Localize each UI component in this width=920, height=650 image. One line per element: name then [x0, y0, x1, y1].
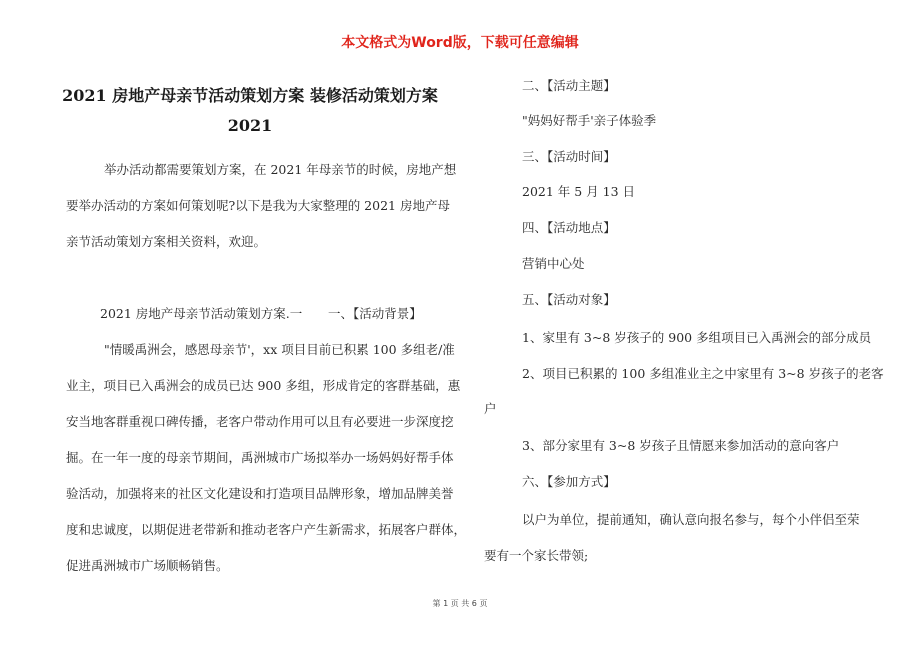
- background-line: 业主，项目已入禹洲会的成员已达 900 多组，形成肯定的客群基础，惠: [66, 378, 461, 393]
- background-line: 掘。在一年一度的母亲节期间，禹洲城市广场拟举办一场妈妈好帮手体: [66, 450, 454, 465]
- time-heading: 三、【活动时间】: [522, 149, 616, 164]
- place-heading: 四、【活动地点】: [522, 220, 616, 235]
- method-line: 以户为单位，提前通知，确认意向报名参与，每个小伴侣至荣: [522, 512, 860, 527]
- background-line: 促进禹洲城市广场顺畅销售。: [66, 558, 229, 573]
- theme-heading: 二、【活动主题】: [522, 78, 616, 93]
- target-heading: 五、【活动对象】: [522, 292, 616, 307]
- section-subtitle: 一、【活动背景】: [328, 306, 422, 321]
- background-line: 安当地客群重视口碑传播，老客户带动作用可以且有必要进一步深度挖: [66, 414, 454, 429]
- intro-line: 举办活动都需要策划方案，在 2021 年母亲节的时候，房地产想: [104, 162, 457, 177]
- method-line-cont: 要有一个家长带领;: [484, 548, 589, 563]
- section-title: 2021 房地产母亲节活动策划方案.一: [100, 306, 303, 321]
- page-number: 第 1 页 共 6 页: [432, 599, 488, 608]
- place-text: 营销中心处: [522, 256, 585, 271]
- target-item-2-cont: 户: [484, 401, 497, 416]
- background-line: 验活动，加强将来的社区文化建设和打造项目品牌形象，增加品牌美誉: [66, 486, 454, 501]
- target-item-2: 2、项目已积累的 100 多组准业主之中家里有 3~8 岁孩子的老客: [522, 366, 884, 381]
- intro-line: 要举办活动的方案如何策划呢?以下是我为大家整理的 2021 房地产母: [66, 198, 450, 213]
- target-item-1: 1、家里有 3~8 岁孩子的 900 多组项目已入禹洲会的部分成员: [522, 330, 872, 345]
- time-text: 2021 年 5 月 13 日: [522, 184, 636, 199]
- document-banner: 本文格式为Word版，下载可任意编辑: [341, 35, 579, 51]
- document-title: 2021 房地产母亲节活动策划方案 装修活动策划方案: [62, 86, 438, 105]
- method-heading: 六、【参加方式】: [522, 474, 616, 489]
- intro-line: 亲节活动策划方案相关资料，欢迎。: [66, 234, 267, 249]
- background-line: "情暖禹洲会，感恩母亲节'，xx 项目目前已积累 100 多组老/准: [104, 342, 455, 357]
- target-item-3: 3、部分家里有 3~8 岁孩子且情愿来参加活动的意向客户: [522, 438, 840, 453]
- theme-text: "妈妈好帮手'亲子体验季: [522, 113, 657, 128]
- background-line: 度和忠诚度，以期促进老带新和推动老客户产生新需求，拓展客户群体，: [66, 522, 467, 537]
- document-title-year: 2021: [227, 116, 273, 135]
